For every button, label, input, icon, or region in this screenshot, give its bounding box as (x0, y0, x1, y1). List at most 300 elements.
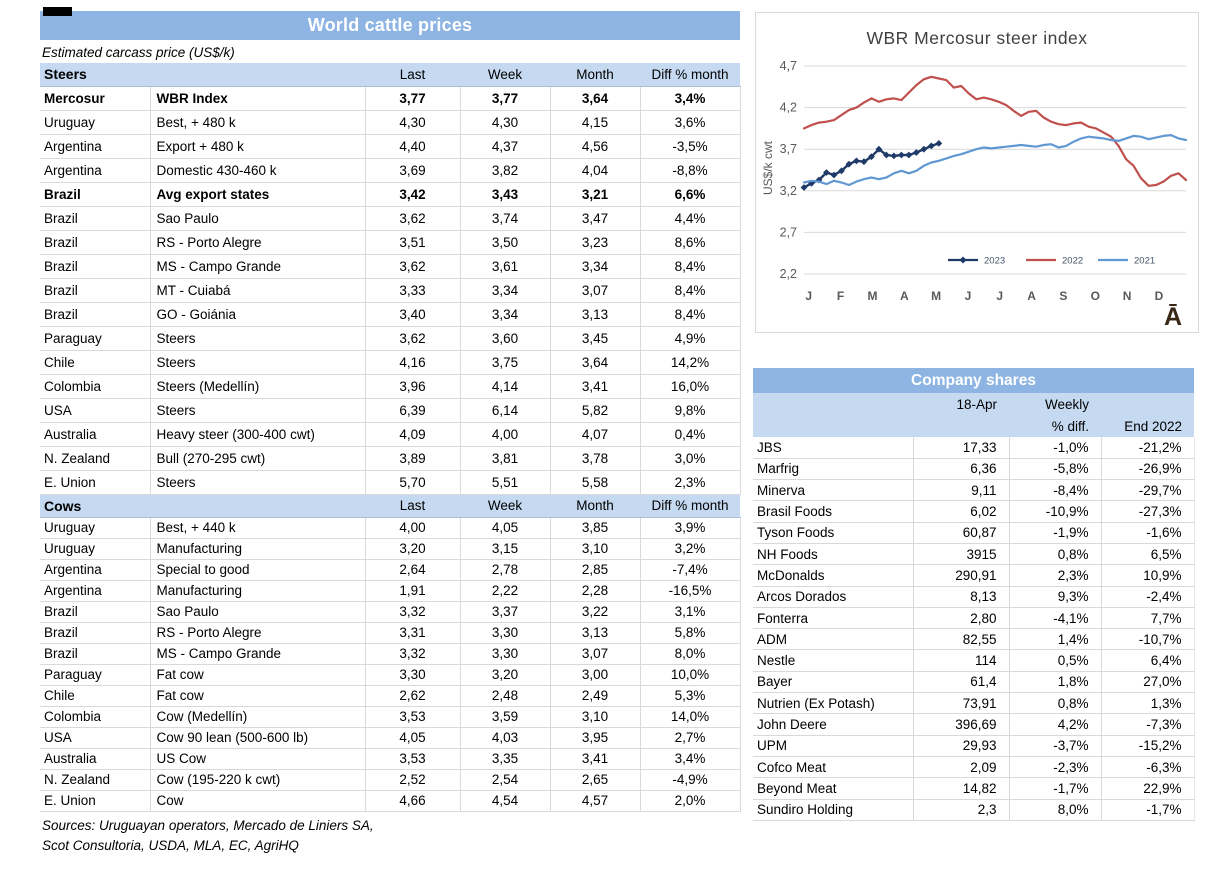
y-tick-label: 3,2 (779, 183, 797, 198)
cell: 14,2% (640, 350, 740, 374)
cell: 4,03 (460, 727, 550, 748)
cell: Cow (150, 790, 365, 811)
cell: 4,37 (460, 134, 550, 158)
cell: 3,30 (460, 622, 550, 643)
header-cell: Cows (40, 494, 150, 517)
cell: Brazil (40, 278, 150, 302)
x-tick-label: O (1090, 289, 1100, 303)
cell: -1,9% (1009, 522, 1101, 543)
x-tick-label: A (899, 289, 909, 303)
cell: USA (40, 398, 150, 422)
x-tick-label: S (1059, 289, 1068, 303)
header-cell: Month (550, 63, 640, 86)
cell: 3,50 (460, 230, 550, 254)
cell: ADM (753, 629, 913, 650)
cell: Argentina (40, 559, 150, 580)
cell: -4,1% (1009, 607, 1101, 628)
cell: Colombia (40, 374, 150, 398)
cell: -1,7% (1101, 799, 1194, 820)
cell: -2,3% (1009, 756, 1101, 777)
table-row (40, 422, 740, 446)
cell: 3,41 (550, 374, 640, 398)
cell: 8,4% (640, 302, 740, 326)
table-row (753, 607, 1194, 628)
series-marker (935, 140, 942, 147)
cell: 2,78 (460, 559, 550, 580)
cell: Arcos Dorados (753, 586, 913, 607)
x-tick-label: J (964, 289, 972, 303)
cell: 3,32 (365, 601, 460, 622)
cell: -5,8% (1009, 458, 1101, 479)
legend-item-2021: 2021 (1134, 255, 1156, 267)
cell: MS - Campo Grande (150, 643, 365, 664)
agrihq-logo: Ā (1163, 303, 1182, 331)
cell: 3,45 (550, 326, 640, 350)
table-subtitle: Estimated carcass price (US$/k) (42, 45, 235, 60)
table-row (40, 470, 740, 494)
cell: 6,02 (913, 501, 1009, 522)
cell: -4,9% (640, 769, 740, 790)
cell: 6,39 (365, 398, 460, 422)
cell: USA (40, 727, 150, 748)
cell: 2,64 (365, 559, 460, 580)
table-row (753, 522, 1194, 543)
cell: 4,05 (460, 517, 550, 538)
cell: 3,34 (550, 254, 640, 278)
cell: 5,70 (365, 470, 460, 494)
cell: 3,33 (365, 278, 460, 302)
sources-line: Scot Consultoria, USDA, MLA, EC, AgriHQ (42, 837, 299, 853)
cell: Tyson Foods (753, 522, 913, 543)
cell: Brazil (40, 254, 150, 278)
y-tick-label: 4,7 (779, 59, 797, 73)
company-shares-panel (753, 368, 1194, 821)
table-row (40, 326, 740, 350)
cell: E. Union (40, 790, 150, 811)
cell: 4,40 (365, 134, 460, 158)
cell: 4,30 (460, 110, 550, 134)
cell: 3,62 (365, 326, 460, 350)
cell: RS - Porto Alegre (150, 622, 365, 643)
series-marker (920, 146, 927, 153)
cell: Export + 480 k (150, 134, 365, 158)
cell: -2,4% (1101, 586, 1194, 607)
cell: 2,54 (460, 769, 550, 790)
cell: Argentina (40, 158, 150, 182)
cell: 9,3% (1009, 586, 1101, 607)
cell: 3,75 (460, 350, 550, 374)
chart-canvas (756, 13, 1198, 332)
table-row (40, 350, 740, 374)
table-row (753, 543, 1194, 564)
table-row (40, 446, 740, 470)
cell: 4,15 (550, 110, 640, 134)
col-header-weekly: Weekly (1009, 393, 1101, 416)
cell: 2,52 (365, 769, 460, 790)
cell: 3,4% (640, 86, 740, 110)
cell: -7,4% (640, 559, 740, 580)
cell: 3,53 (365, 748, 460, 769)
cell: 3,32 (365, 643, 460, 664)
cell: 2,7% (640, 727, 740, 748)
cell: 3,10 (550, 706, 640, 727)
cell: 4,54 (460, 790, 550, 811)
cell: -3,5% (640, 134, 740, 158)
company-header-row-1 (753, 393, 1194, 416)
cell: Argentina (40, 580, 150, 601)
chart-y-axis-label: US$/k cwt (761, 141, 775, 196)
cell: 2,3% (1009, 565, 1101, 586)
cell: Brazil (40, 206, 150, 230)
cell: 0,8% (1009, 693, 1101, 714)
cell: 8,4% (640, 254, 740, 278)
cell: Beyond Meat (753, 778, 913, 799)
cell: -1,0% (1009, 437, 1101, 458)
cell: -26,9% (1101, 458, 1194, 479)
cell: Argentina (40, 134, 150, 158)
cell: 9,11 (913, 480, 1009, 501)
table-row (753, 756, 1194, 777)
cell: 3,64 (550, 350, 640, 374)
cell: 3,96 (365, 374, 460, 398)
cell: Manufacturing (150, 580, 365, 601)
cell: 5,58 (550, 470, 640, 494)
x-tick-label: M (931, 289, 942, 303)
cell: -29,7% (1101, 480, 1194, 501)
cell: Brazil (40, 601, 150, 622)
cell: 1,8% (1009, 671, 1101, 692)
cell: Cofco Meat (753, 756, 913, 777)
cell: Uruguay (40, 110, 150, 134)
table-row (40, 769, 740, 790)
cell: -10,9% (1009, 501, 1101, 522)
cell: 3,85 (550, 517, 640, 538)
cell: 61,4 (913, 671, 1009, 692)
header-cell (150, 63, 365, 86)
cell: 7,7% (1101, 607, 1194, 628)
cell: 3,10 (550, 538, 640, 559)
cell: Australia (40, 422, 150, 446)
cell: 2,62 (365, 685, 460, 706)
cell: Steers (150, 398, 365, 422)
cell: 1,4% (1009, 629, 1101, 650)
cell: 2,3 (913, 799, 1009, 820)
cell: 2,48 (460, 685, 550, 706)
cell: 10,0% (640, 664, 740, 685)
x-tick-label: A (1027, 289, 1036, 303)
cell: Brazil (40, 643, 150, 664)
cell: 8,4% (640, 278, 740, 302)
table-row (753, 501, 1194, 522)
cell: Paraguay (40, 326, 150, 350)
table-row (40, 278, 740, 302)
table-row (753, 480, 1194, 501)
cell: 3915 (913, 543, 1009, 564)
y-tick-label: 3,7 (779, 142, 797, 157)
cell: 3,1% (640, 601, 740, 622)
cell: -8,8% (640, 158, 740, 182)
x-tick-label: M (867, 289, 878, 303)
cell: Steers (150, 470, 365, 494)
cell: 3,23 (550, 230, 640, 254)
cell: 3,61 (460, 254, 550, 278)
table-row (40, 643, 740, 664)
cell: 3,77 (460, 86, 550, 110)
cell: -3,7% (1009, 735, 1101, 756)
cell: 3,82 (460, 158, 550, 182)
table-row (40, 86, 740, 110)
cell: -1,6% (1101, 522, 1194, 543)
cell: Minerva (753, 480, 913, 501)
cell: 3,34 (460, 302, 550, 326)
cell: Fonterra (753, 607, 913, 628)
cell: Sundiro Holding (753, 799, 913, 820)
table-row (753, 437, 1194, 458)
header-cell: Steers (40, 63, 150, 86)
cell: 3,21 (550, 182, 640, 206)
legend-marker (959, 256, 966, 263)
chart-title: WBR Mercosur steer index (866, 28, 1088, 48)
cell: 3,34 (460, 278, 550, 302)
cell: 2,28 (550, 580, 640, 601)
cell: 2,80 (913, 607, 1009, 628)
header-cell: Last (365, 63, 460, 86)
cell: 3,62 (365, 254, 460, 278)
cell: 3,95 (550, 727, 640, 748)
cell: 5,8% (640, 622, 740, 643)
series-line-2023 (804, 143, 939, 187)
cell: NH Foods (753, 543, 913, 564)
cell: Brasil Foods (753, 501, 913, 522)
cell: Colombia (40, 706, 150, 727)
cell: -21,2% (1101, 437, 1194, 458)
series-line-2022 (804, 77, 1186, 186)
cell: -6,3% (1101, 756, 1194, 777)
cell: Uruguay (40, 538, 150, 559)
cell: 2,85 (550, 559, 640, 580)
cell: N. Zealand (40, 769, 150, 790)
cell: 3,37 (460, 601, 550, 622)
cell: 0,4% (640, 422, 740, 446)
cell: 4,66 (365, 790, 460, 811)
cell: 5,51 (460, 470, 550, 494)
cell: -8,4% (1009, 480, 1101, 501)
table-row (753, 799, 1194, 820)
cell: 8,0% (1009, 799, 1101, 820)
cell: 4,56 (550, 134, 640, 158)
table-row (753, 650, 1194, 671)
cell: 6,36 (913, 458, 1009, 479)
cell: 2,49 (550, 685, 640, 706)
cell: 3,20 (460, 664, 550, 685)
cell: 3,07 (550, 643, 640, 664)
x-tick-label: N (1122, 289, 1132, 303)
cell: 8,13 (913, 586, 1009, 607)
header-cell: Diff % month (640, 494, 740, 517)
table-row (753, 565, 1194, 586)
cell: 73,91 (913, 693, 1009, 714)
cell: 3,64 (550, 86, 640, 110)
cell: 3,51 (365, 230, 460, 254)
cell: 3,07 (550, 278, 640, 302)
x-tick-label: F (836, 289, 845, 303)
page-title: World cattle prices (40, 11, 740, 40)
cell: 3,30 (460, 643, 550, 664)
header-cell: Diff % month (640, 63, 740, 86)
cell: WBR Index (150, 86, 365, 110)
table-row (40, 517, 740, 538)
table-row (753, 714, 1194, 735)
cell: MT - Cuiabá (150, 278, 365, 302)
y-tick-label: 4,2 (779, 100, 797, 115)
cell: Marfrig (753, 458, 913, 479)
header-cell (150, 494, 365, 517)
table-row (40, 622, 740, 643)
cell: 3,77 (365, 86, 460, 110)
cell: 4,07 (550, 422, 640, 446)
col-header-pct-diff: % diff. (1009, 416, 1101, 437)
cell: Domestic 430-460 k (150, 158, 365, 182)
cell: 4,04 (550, 158, 640, 182)
cell: Paraguay (40, 664, 150, 685)
cell: 8,0% (640, 643, 740, 664)
table-row (40, 559, 740, 580)
col-header-end-2022: End 2022 (1101, 416, 1194, 437)
cell: 290,91 (913, 565, 1009, 586)
table-row (40, 790, 740, 811)
cell: 3,60 (460, 326, 550, 350)
cell: 14,0% (640, 706, 740, 727)
table-row (40, 206, 740, 230)
cell: 27,0% (1101, 671, 1194, 692)
cell: 3,47 (550, 206, 640, 230)
section-header-row (40, 63, 740, 86)
cell: E. Union (40, 470, 150, 494)
cell: 10,9% (1101, 565, 1194, 586)
cell: 2,3% (640, 470, 740, 494)
sources-note (40, 816, 740, 856)
series-marker (898, 152, 905, 159)
cell: -27,3% (1101, 501, 1194, 522)
cell: -10,7% (1101, 629, 1194, 650)
cell: 22,9% (1101, 778, 1194, 799)
cell: -7,3% (1101, 714, 1194, 735)
cell: -15,2% (1101, 735, 1194, 756)
table-row (753, 671, 1194, 692)
cell: RS - Porto Alegre (150, 230, 365, 254)
company-header-row-2 (753, 416, 1194, 437)
x-tick-label: J (996, 289, 1004, 303)
series-marker (905, 152, 912, 159)
y-tick-label: 2,2 (779, 267, 797, 281)
cell: Cow (Medellín) (150, 706, 365, 727)
company-shares-title: Company shares (753, 368, 1194, 393)
sources-line: Sources: Uruguayan operators, Mercado de Liniers SA, (42, 817, 374, 833)
cell: 3,42 (365, 182, 460, 206)
cell: MS - Campo Grande (150, 254, 365, 278)
cell: Brazil (40, 302, 150, 326)
cell: Steers (150, 326, 365, 350)
cell: John Deere (753, 714, 913, 735)
cell: 4,16 (365, 350, 460, 374)
cell: 3,59 (460, 706, 550, 727)
cell: 2,65 (550, 769, 640, 790)
table-row (40, 374, 740, 398)
cell: 4,09 (365, 422, 460, 446)
cell: 3,9% (640, 517, 740, 538)
cell: GO - Goiánia (150, 302, 365, 326)
cell: Sao Paulo (150, 601, 365, 622)
cell: Nutrien (Ex Potash) (753, 693, 913, 714)
cell: 3,00 (550, 664, 640, 685)
table-row (40, 685, 740, 706)
table-row (40, 230, 740, 254)
cell: Cow (195-220 k cwt) (150, 769, 365, 790)
cell: 3,2% (640, 538, 740, 559)
cell: 17,33 (913, 437, 1009, 458)
cell: 3,31 (365, 622, 460, 643)
cell: 60,87 (913, 522, 1009, 543)
cell: Brazil (40, 622, 150, 643)
table-row (40, 254, 740, 278)
cell: 4,14 (460, 374, 550, 398)
cell: 3,89 (365, 446, 460, 470)
cell: 3,15 (460, 538, 550, 559)
cell: 114 (913, 650, 1009, 671)
cell: 1,3% (1101, 693, 1194, 714)
cell: Fat cow (150, 685, 365, 706)
x-tick-label: J (805, 289, 813, 303)
header-cell: Week (460, 63, 550, 86)
cell: 0,8% (1009, 543, 1101, 564)
cell: 3,78 (550, 446, 640, 470)
cell: 3,53 (365, 706, 460, 727)
cell: 82,55 (913, 629, 1009, 650)
cell: 4,05 (365, 727, 460, 748)
series-marker (890, 152, 897, 159)
cell: 6,6% (640, 182, 740, 206)
world-cattle-prices-panel (40, 11, 740, 856)
cell: 3,74 (460, 206, 550, 230)
series-marker (853, 157, 860, 164)
cell: McDonalds (753, 565, 913, 586)
col-header-date: 18-Apr (913, 393, 1009, 416)
table-row (40, 664, 740, 685)
cell: Australia (40, 748, 150, 769)
cell: 2,22 (460, 580, 550, 601)
cell: Fat cow (150, 664, 365, 685)
cell: 3,30 (365, 664, 460, 685)
cell: 3,13 (550, 622, 640, 643)
cattle-prices-table (40, 63, 741, 812)
cell: UPM (753, 735, 913, 756)
x-tick-label: D (1154, 289, 1164, 303)
table-row (40, 706, 740, 727)
cell: 3,4% (640, 748, 740, 769)
cell: 5,3% (640, 685, 740, 706)
table-row (40, 580, 740, 601)
section-header-row (40, 494, 740, 517)
table-row (40, 538, 740, 559)
cell: 16,0% (640, 374, 740, 398)
header-cell: Last (365, 494, 460, 517)
y-tick-label: 2,7 (779, 225, 797, 240)
cell: Chile (40, 350, 150, 374)
cell: 4,4% (640, 206, 740, 230)
table-row (753, 586, 1194, 607)
cell: 8,6% (640, 230, 740, 254)
cell: 3,40 (365, 302, 460, 326)
